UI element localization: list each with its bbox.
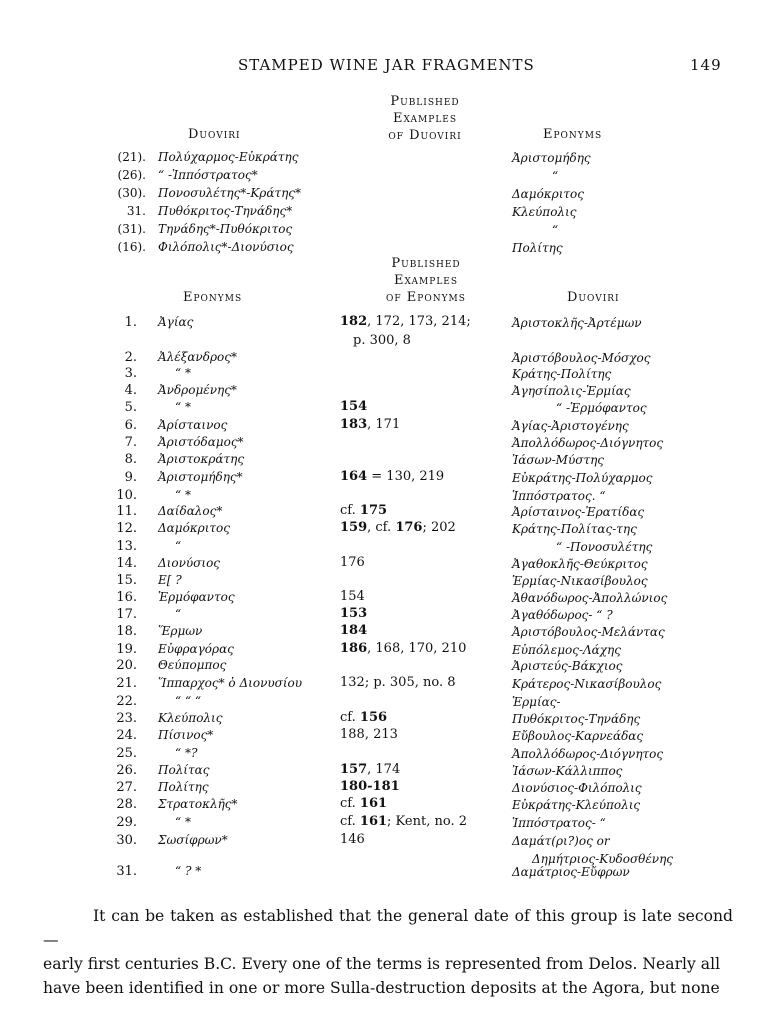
duoviri-name: Ἱππόστρατος. “	[512, 489, 606, 503]
published-examples	[340, 314, 471, 329]
eponym-name: Πολίτας	[158, 763, 210, 777]
published-ref: 164	[340, 469, 368, 484]
eponym-name: Ἀριστοκράτης	[158, 452, 245, 466]
duoviri-name: Ἑρμίας-	[512, 695, 561, 709]
row-number: 30.	[116, 833, 137, 848]
published-examples	[340, 417, 400, 432]
duoviri-name: Κράτερος-Νικασίβουλος	[512, 677, 662, 691]
table1-header-published	[380, 93, 470, 144]
row-number: 26.	[116, 763, 137, 778]
duoviri-name: Ἰάσων-Κάλλιππος	[512, 764, 623, 778]
duoviri-name: Φιλόπολις*-Διονύσιος	[158, 240, 294, 254]
published-examples	[340, 555, 365, 570]
duoviri-name: Ἀπολλόδωρος-Διόγνητος	[512, 436, 664, 450]
duoviri-name: Ἱππόστρατος- “	[512, 816, 606, 830]
row-number: 16.	[116, 590, 137, 605]
duoviri-name: Εὐπόλεμος-Λάχης	[512, 643, 621, 657]
duoviri-name: Κράτης-Πολίτης	[512, 367, 612, 381]
table2-header-published-line1: Published	[391, 256, 461, 271]
published-examples	[340, 399, 367, 414]
row-number: 28.	[116, 797, 137, 812]
row-number: 12.	[116, 521, 137, 536]
row-number: 9.	[124, 470, 137, 485]
table1-header-published-line1: Published	[390, 94, 460, 109]
duoviri-name: Πυθόκριτος-Τηνάδης	[512, 712, 641, 726]
row-number: 2.	[124, 350, 137, 365]
table1-header-published-line3: of Duoviri	[388, 128, 462, 143]
row-number: 14.	[116, 556, 137, 571]
duoviri-name: Δαμάτριος-Εὔφρων	[512, 865, 630, 879]
duoviri-name: Εὐκράτης-Κλεύπολις	[512, 798, 641, 812]
published-ref: , 172, 173, 214;	[367, 314, 471, 329]
published-ref: 146	[340, 832, 365, 847]
table1-header-eponyms: Eponyms	[543, 127, 603, 142]
eponym-name: “ *	[175, 488, 191, 502]
row-number: 7.	[124, 435, 137, 450]
published-examples	[340, 796, 387, 811]
eponym-name: Εὐφραγόρας	[158, 642, 234, 656]
duoviri-name: Δαμάτ(ρι?)ος or	[512, 834, 610, 848]
duoviri-name: Ἀριστόβουλος-Μόσχος	[512, 351, 651, 365]
table1-header-duoviri: Duoviri	[188, 127, 241, 142]
duoviri-name: Ἀγησίπολις-Ἑρμίας	[512, 384, 631, 398]
published-ref: 154	[340, 399, 368, 414]
row-number: (31).	[117, 222, 146, 236]
eponym-name: “	[175, 539, 182, 553]
duoviri-name: Ἀγαθοκλῆς-Θεύκριτος	[512, 557, 648, 571]
duoviri-name: Εὔβουλος-Καρνεάδας	[512, 729, 644, 743]
eponym-name: Κλεύπολις	[158, 711, 223, 725]
duoviri-name: Πονοσυλέτης*-Κράτης*	[158, 186, 302, 200]
row-number: (26).	[117, 168, 146, 182]
duoviri-name: Κράτης-Πολίτας-της	[512, 522, 637, 536]
published-examples	[340, 779, 400, 794]
row-number: 27.	[116, 780, 137, 795]
duoviri-name: Πυθόκριτος-Τηνάδης*	[158, 204, 293, 218]
eponym-name: Δαίδαλος*	[158, 504, 223, 518]
eponym-name: Ἵππαρχος* ὁ Διονυσίου	[158, 676, 303, 690]
published-examples-cont: p. 300, 8	[353, 333, 411, 348]
row-number: 31.	[116, 864, 137, 879]
eponym-name: “ *	[175, 815, 191, 829]
published-ref: 184	[340, 623, 368, 638]
eponym-name: Πολίτης	[158, 780, 209, 794]
eponym-name: Διονύσιος	[158, 556, 221, 570]
paragraph-line: have been identified in one or more Sulla-destruction deposits at the Agora, but none	[43, 979, 720, 997]
duoviri-name: Ἀθανόδωρος-Ἀπολλώνιος	[512, 591, 668, 605]
row-number: 22.	[116, 694, 137, 709]
published-examples	[340, 710, 387, 725]
eponym-name: Ἀριστόδαμος*	[158, 435, 244, 449]
published-ref: ; Kent, no. 2	[387, 814, 467, 829]
row-number: 5.	[124, 400, 137, 415]
row-number: 24.	[116, 728, 137, 743]
eponym-name: Στρατοκλῆς*	[158, 797, 238, 811]
row-number: 23.	[116, 711, 137, 726]
eponym-name: Ἀλέξανδρος*	[158, 350, 237, 364]
published-examples	[340, 832, 365, 847]
eponym-name: Θεύπομπος	[158, 658, 227, 672]
published-examples	[340, 606, 367, 621]
duoviri-name: Ἀγαθόδωρος- “ ?	[512, 608, 613, 622]
published-ref: 183	[340, 417, 368, 432]
published-ref: 153	[340, 606, 368, 621]
row-number: 31.	[126, 204, 146, 218]
duoviri-name: Εὐκράτης-Πολύχαρμος	[512, 471, 653, 485]
eponym-name: Ε[ ?	[158, 573, 182, 587]
published-examples	[340, 762, 400, 777]
eponym-name: Πολίτης	[512, 241, 563, 255]
running-title: STAMPED WINE JAR FRAGMENTS	[238, 56, 535, 74]
published-examples	[340, 469, 444, 484]
published-examples	[340, 503, 387, 518]
eponym-name: “ *	[175, 400, 191, 414]
published-ref: 161	[359, 796, 388, 811]
published-examples	[340, 814, 467, 829]
body-paragraph	[43, 904, 733, 1000]
row-number: (21).	[117, 150, 146, 164]
row-number: 8.	[124, 452, 137, 467]
published-ref: ; 202	[422, 520, 456, 535]
published-ref: cf.	[340, 503, 360, 518]
eponym-name: “ “ “	[175, 694, 202, 708]
row-number: 1.	[124, 315, 137, 330]
duoviri-name: Ἰάσων-Μύστης	[512, 453, 605, 467]
duoviri-name: “ -Ἑρμόφαντος	[556, 401, 647, 415]
published-examples	[340, 727, 398, 742]
published-examples	[340, 589, 365, 604]
published-ref: cf.	[340, 796, 360, 811]
published-ref: 175	[359, 503, 388, 518]
published-ref: 157	[340, 762, 368, 777]
published-ref: 182	[340, 314, 368, 329]
published-examples	[340, 675, 456, 690]
row-number: (30).	[117, 186, 146, 200]
eponym-name: “	[175, 607, 182, 621]
published-ref: , 174	[367, 762, 401, 777]
row-number: 6.	[124, 418, 137, 433]
row-number: 17.	[116, 607, 137, 622]
published-examples	[340, 623, 367, 638]
page-number: 149	[690, 56, 722, 74]
eponym-name: Ἀνδρομένης*	[158, 383, 237, 397]
row-number: 15.	[116, 573, 137, 588]
published-ref: 188, 213	[340, 727, 398, 742]
duoviri-name: “ -Πονοσυλέτης	[556, 540, 653, 554]
table2-header-published-line3: of Eponyms	[386, 290, 466, 305]
row-number: 10.	[116, 488, 137, 503]
published-ref: 180-181	[340, 779, 400, 794]
published-ref: 154	[340, 589, 365, 604]
eponym-name: Ἕρμων	[158, 624, 203, 638]
row-number: 4.	[124, 383, 137, 398]
eponym-name: “ ? *	[175, 864, 202, 878]
eponym-name: Σωσίφρων*	[158, 833, 228, 847]
row-number: 20.	[116, 658, 137, 673]
published-ref: 186	[340, 641, 368, 656]
published-ref: , 171	[367, 417, 401, 432]
duoviri-name: Ἀπολλόδωρος-Διόγνητος	[512, 747, 664, 761]
published-ref: 176	[340, 555, 365, 570]
paragraph-line: It can be taken as established that the general date of this group is late second—	[43, 907, 733, 949]
duoviri-name: Ἀγίας-Ἀριστογένης	[512, 419, 629, 433]
published-ref: , 168, 170, 210	[367, 641, 467, 656]
eponym-name: Κλεύπολις	[512, 205, 577, 219]
duoviri-name-cont: Δημήτριος-Κυδοσθένης	[532, 852, 674, 866]
row-number: 25.	[116, 746, 137, 761]
row-number: 11.	[116, 504, 137, 519]
duoviri-name: Ἑρμίας-Νικασίβουλος	[512, 574, 648, 588]
row-number: 3.	[124, 366, 137, 381]
row-number: 18.	[116, 624, 137, 639]
eponym-name: “ *	[175, 366, 191, 380]
duoviri-name: Τηνάδης*-Πυθόκριτος	[158, 222, 293, 236]
row-number: 21.	[116, 676, 137, 691]
duoviri-name: Ἀριστεύς-Βάκχιος	[512, 659, 623, 673]
table2-header-duoviri: Duoviri	[567, 290, 620, 305]
published-ref: cf.	[340, 710, 360, 725]
table2-header-published-line2: Examples	[393, 273, 459, 288]
table1-header-published-line2: Examples	[392, 111, 458, 126]
eponym-name: Πίσινος*	[158, 728, 214, 742]
duoviri-name: Ἀριστόβουλος-Μελάντας	[512, 625, 665, 639]
row-number: 19.	[116, 642, 137, 657]
table2-header-published	[378, 255, 474, 306]
duoviri-name: Ἀριστοκλῆς-Ἀρτέμων	[512, 316, 642, 330]
duoviri-name: Διονύσιος-Φιλόπολις	[512, 781, 642, 795]
eponym-name: “	[552, 223, 559, 237]
published-examples	[340, 520, 456, 535]
published-ref: 161	[359, 814, 388, 829]
row-number: 13.	[116, 539, 137, 554]
eponym-name: Δαμόκριτος	[158, 521, 231, 535]
published-ref: 176	[395, 520, 423, 535]
eponym-name: “	[552, 169, 559, 183]
published-ref: , cf.	[367, 520, 396, 535]
published-ref: 156	[359, 710, 388, 725]
published-examples	[340, 641, 466, 656]
eponym-name: Ἀρίσταινος	[158, 418, 228, 432]
table2-header-eponyms: Eponyms	[183, 290, 243, 305]
eponym-name: Δαμόκριτος	[512, 187, 585, 201]
duoviri-name: Ἀρίσταινος-Ἐρατίδας	[512, 505, 645, 519]
duoviri-name: “ -Ἱππόστρατος*	[158, 168, 258, 182]
duoviri-name: Πολύχαρμος-Εὐκράτης	[158, 150, 299, 164]
published-ref: 132; p. 305, no. 8	[340, 675, 456, 690]
published-ref: = 130, 219	[367, 469, 445, 484]
eponym-name: Ἀριστομήδης	[512, 151, 591, 165]
published-ref: 159	[340, 520, 368, 535]
row-number: 29.	[116, 815, 137, 830]
eponym-name: “ *?	[175, 746, 198, 760]
eponym-name: Ἀριστομήδης*	[158, 470, 243, 484]
eponym-name: Ἑρμόφαντος	[158, 590, 235, 604]
published-ref: cf.	[340, 814, 360, 829]
eponym-name: Ἀγίας	[158, 315, 194, 329]
row-number: (16).	[117, 240, 146, 254]
paragraph-line: early first centuries B.C. Every one of the terms is represented from Delos. Nearly all	[43, 955, 721, 973]
